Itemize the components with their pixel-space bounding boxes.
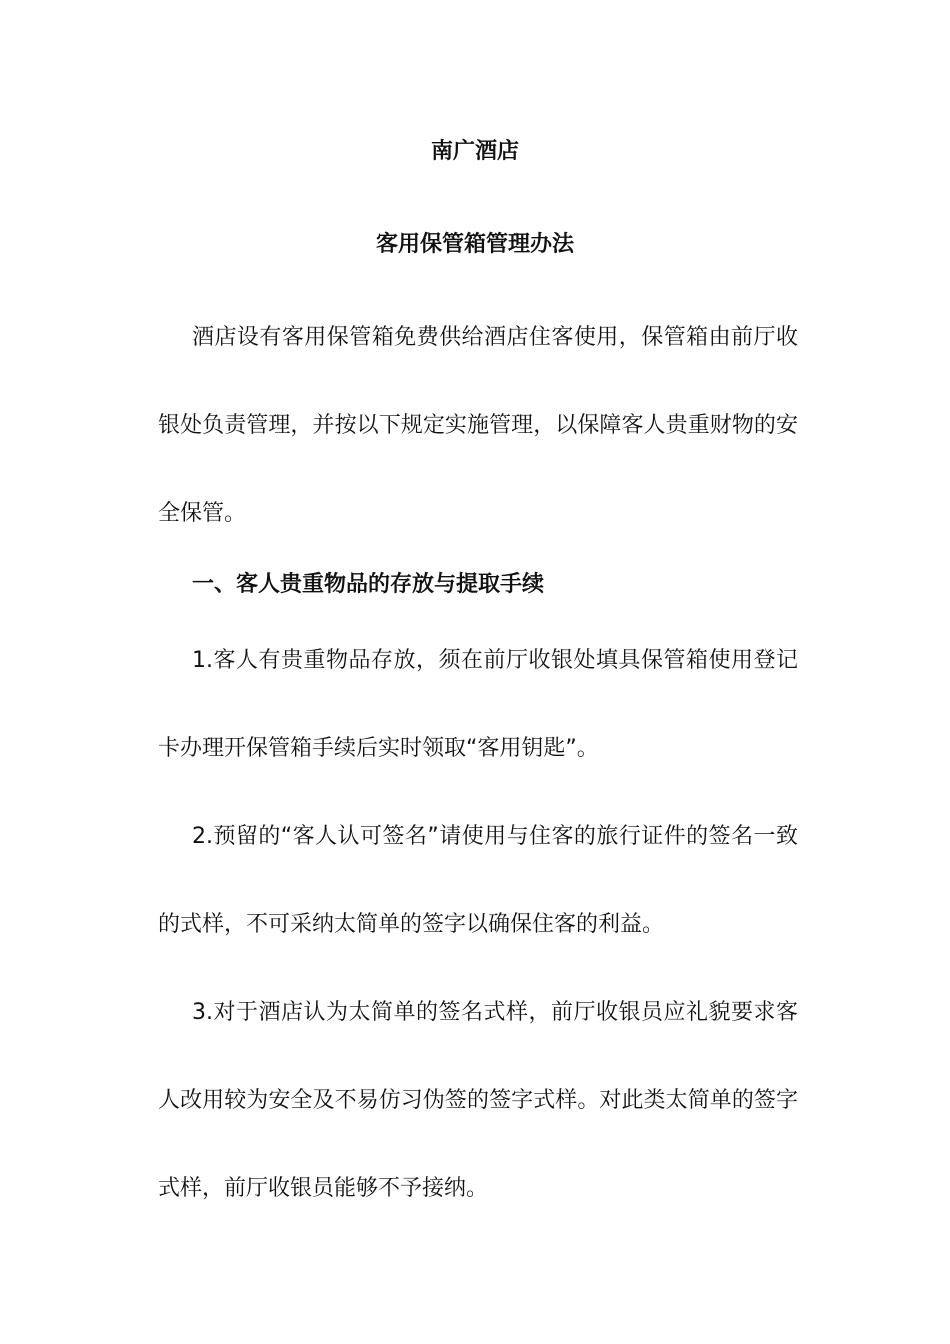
section-items xyxy=(158,617,798,1233)
list-item: 2.预留的“客人认可签名”请使用与住客的旅行证件的签名一致的式样，不可采纳太简单的签字以确保住客的利益。 xyxy=(158,824,798,937)
section-heading: 一、客人贵重物品的存放与提取手续 xyxy=(192,572,545,597)
list-item: 3.对于酒店认为太简单的签名式样，前厅收银员应礼貌要求客人改用较为安全及不易仿习伪签的签字式样。对此类太简单的签字式样，前厅收银员能够不予接纳。 xyxy=(158,1000,798,1201)
intro-paragraph: 酒店设有客用保管箱免费供给酒店住客使用，保管箱由前厅收银处负责管理，并按以下规定实施管理，以保障客人贵重财物的安全保管。 xyxy=(158,325,798,526)
list-item: 1.客人有贵重物品存放，须在前厅收银处填具保管箱使用登记卡办理开保管箱手续后实时领取“客用钥匙”。 xyxy=(158,648,798,761)
document-title: 南广酒店 xyxy=(430,139,519,164)
document-subtitle: 客用保管箱管理办法 xyxy=(375,232,574,257)
intro-block xyxy=(158,294,798,558)
